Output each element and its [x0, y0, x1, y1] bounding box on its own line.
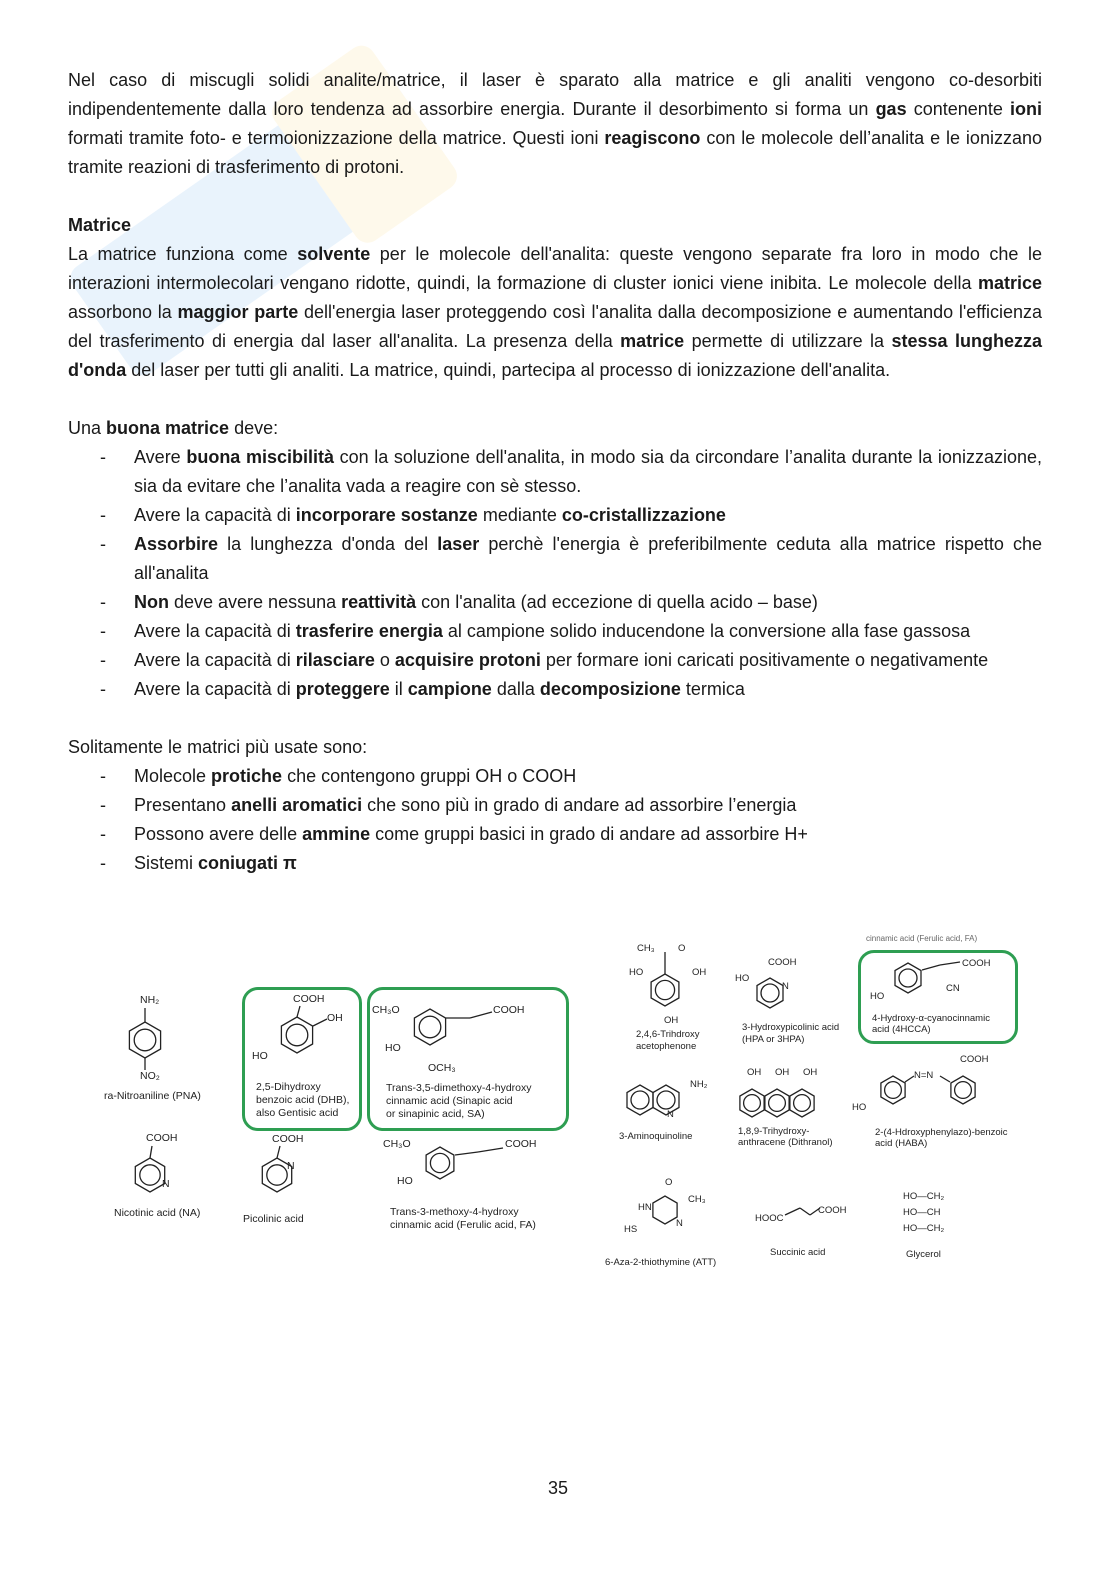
bold-text: buona miscibilità — [186, 447, 334, 467]
hpa-label-1: 3-Hydroxypicolinic acid — [742, 1022, 840, 1033]
text-run: mediante — [477, 505, 562, 525]
dith-label-2: anthracene (Dithranol) — [738, 1137, 833, 1148]
text-run: Una — [68, 418, 107, 438]
haba-cooh: COOH — [960, 1054, 989, 1065]
bold-text: Assorbire — [134, 534, 219, 554]
haba-label-2: acid (HABA) — [875, 1138, 928, 1149]
dhb-label-3: also Gentisic acid — [256, 1107, 339, 1119]
thap-ho: HO — [629, 967, 644, 978]
bond — [455, 1152, 478, 1155]
aq-n: N — [667, 1109, 674, 1120]
bold-text: decomposizione — [539, 679, 681, 699]
bold-text: solvente — [297, 244, 371, 264]
fa-label-2: cinnamic acid (Ferulic acid, FA) — [390, 1219, 536, 1231]
na-cooh: COOH — [146, 1132, 178, 1144]
text-run: contenente — [906, 99, 1010, 119]
text-run: Nel caso di miscugli solidi analite/matrice, il laser è sparato alla matrice e gli analiti vengono co-desorbiti indipendentemente dalla loro tendenza ad assorbire energia. Durante il desorbimento si forma un — [68, 70, 1042, 119]
bold-text: reagiscono — [604, 128, 701, 148]
text-run: deve avere nessuna — [169, 592, 342, 612]
fa-cooh: COOH — [505, 1138, 537, 1150]
succ-hooc: HOOC — [755, 1213, 784, 1224]
bold-text: laser — [437, 534, 480, 554]
text-run: dell'energia laser proteggendo così l'analita dalla decomposizione e aumentando l'efficienza del trasferimento di energia dal laser all'analita. La presenza della — [68, 302, 1042, 351]
thap-o: O — [678, 943, 686, 954]
bold-text: Matrice — [68, 215, 132, 235]
haba-nn: N=N — [914, 1070, 934, 1081]
pic-label: Picolinic acid — [243, 1213, 304, 1225]
pic-cooh: COOH — [272, 1133, 304, 1145]
bold-text: matrice — [620, 331, 685, 351]
bold-text: acquisire protoni — [394, 650, 541, 670]
pic-ring-aromatic — [267, 1165, 287, 1185]
fa-label-1: Trans-3-methoxy-4-hydroxy — [390, 1206, 519, 1218]
haba-ring-2-aromatic — [955, 1082, 972, 1099]
att-hs: HS — [624, 1224, 638, 1235]
dhb-label-2: benzoic acid (DHB), — [256, 1094, 350, 1106]
text-run: Sistemi — [134, 853, 199, 873]
bold-text: campione — [407, 679, 492, 699]
text-run: Molecole — [134, 766, 212, 786]
thap-ring-aromatic — [655, 980, 674, 999]
bond — [800, 1208, 810, 1215]
text-run: per formare ioni caricati positivamente o negativamente — [540, 650, 989, 670]
bond — [905, 1076, 914, 1082]
text-run: il — [389, 679, 408, 699]
hcca-cn: CN — [946, 983, 960, 994]
thap-label-1: 2,4,6-Trihdroxy — [636, 1029, 700, 1040]
aq-nh2: NH₂ — [690, 1079, 708, 1090]
text-run: Possono avere delle — [134, 824, 303, 844]
bond — [785, 1208, 800, 1215]
text-run: con le molecole dell’analita e le ionizzano tramite reazioni di trasferimento di protoni. — [68, 128, 1042, 177]
dith-oh-2: OH — [775, 1067, 790, 1078]
bold-text: proteggere — [295, 679, 390, 699]
dhb-cooh: COOH — [293, 993, 325, 1005]
text-run: Avere — [134, 447, 187, 467]
bold-text: gas — [875, 99, 907, 119]
fa-ch3o: CH₃O — [383, 1138, 411, 1150]
text-run: che contengono gruppi OH o COOH — [282, 766, 577, 786]
aq-ring-1-aromatic — [631, 1091, 649, 1109]
bond — [478, 1148, 503, 1152]
page-number: 35 — [547, 1478, 569, 1498]
bold-text: anelli aromatici — [231, 795, 363, 815]
text-run: Avere la capacità di — [134, 679, 296, 699]
thap-ch3: CH₃ — [637, 943, 655, 954]
bond — [940, 1076, 950, 1082]
bold-text: coniugati π — [198, 853, 297, 873]
bond — [277, 1146, 280, 1158]
dhb-label-1: 2,5-Dihydroxy — [256, 1081, 321, 1093]
text-run: deve: — [229, 418, 279, 438]
text-run: per le molecole dell'analita: queste vengono separate fra loro in modo che le interazioni intermolecolari vengano ridotte, quindi, la formazione di cluster ionici viene inibita. Le molecole della — [68, 244, 1042, 293]
text-run: La matrice funziona come — [68, 244, 298, 264]
hcca-label-1: 4-Hydroxy-α-cyanocinnamic — [872, 1013, 990, 1024]
bold-text: ioni — [1010, 99, 1042, 119]
sa-och3: OCH₃ — [428, 1062, 456, 1074]
pic-n: N — [287, 1160, 295, 1172]
sa-label-1: Trans-3,5-dimethoxy-4-hydroxy — [386, 1082, 532, 1094]
text-run: con l'analita (ad eccezione di quella acido – base) — [416, 592, 818, 612]
text-run: permette di utilizzare la — [684, 331, 892, 351]
att-ch3: CH₃ — [688, 1194, 706, 1205]
dith-oh-3: OH — [803, 1067, 818, 1078]
bold-text: co-cristallizzazione — [561, 505, 726, 525]
bold-text: Non — [134, 592, 169, 612]
gly-line-2: HO—CH — [903, 1207, 941, 1218]
succ-cooh: COOH — [818, 1205, 847, 1216]
aq-ring-2-aromatic — [657, 1091, 675, 1109]
text-run: al campione solido inducendone la conversione alla fase gassosa — [442, 621, 971, 641]
dith-ring-3-aromatic — [794, 1095, 811, 1112]
text-run: Presentano — [134, 795, 232, 815]
haba-label-1: 2-(4-Hdroxyphenylazo)-benzoic — [875, 1127, 1008, 1138]
pna-ring-aromatic — [134, 1029, 156, 1051]
bold-text: matrice — [977, 273, 1042, 293]
text-run: del laser per tutti gli analiti. La matrice, quindi, partecipa al processo di ionizzazione dell'analita. — [126, 360, 891, 380]
att-n: N — [676, 1218, 683, 1229]
bold-text: buona matrice — [106, 418, 230, 438]
text-run: Solitamente le matrici più usate sono: — [68, 737, 368, 757]
cut-caption: cinnamic acid (Ferulic acid, FA) — [866, 934, 978, 943]
text-run: assorbono la — [68, 302, 178, 322]
sa-label-2: cinnamic acid (Sinapic acid — [386, 1095, 513, 1107]
hpa-ho: HO — [735, 973, 750, 984]
text-run: come gruppi basici in grado di andare ad assorbire H+ — [370, 824, 808, 844]
hpa-n: N — [782, 981, 789, 992]
att-label: 6-Aza-2-thiothymine (ATT) — [605, 1257, 717, 1268]
gly-line-3: HO—CH₂ — [903, 1223, 945, 1234]
na-ring-aromatic — [140, 1165, 160, 1185]
sa-ch3o: CH₃O — [372, 1004, 400, 1016]
sa-ho: HO — [385, 1042, 401, 1054]
dhb-ho: HO — [252, 1050, 268, 1062]
bold-text: stessa lunghezza d'onda — [68, 331, 1042, 380]
dith-ring-1-aromatic — [744, 1095, 761, 1112]
na-label: Nicotinic acid (NA) — [114, 1207, 201, 1219]
sa-label-3: or sinapinic acid, SA) — [386, 1108, 485, 1120]
text-run: termica — [680, 679, 745, 699]
text-run: la lunghezza d'onda del — [218, 534, 438, 554]
gly-label: Glycerol — [906, 1249, 941, 1260]
bold-text: protiche — [211, 766, 283, 786]
gly-line-1: HO—CH₂ — [903, 1191, 945, 1202]
sa-cooh: COOH — [493, 1004, 525, 1016]
bold-text: maggior parte — [177, 302, 299, 322]
pna-no2: NO₂ — [140, 1070, 160, 1082]
dith-ring-2-aromatic — [769, 1095, 786, 1112]
text-run: che sono più in grado di andare ad assorbire l’energia — [362, 795, 797, 815]
haba-ho: HO — [852, 1102, 867, 1113]
na-n: N — [162, 1178, 170, 1190]
dhb-oh: OH — [327, 1012, 343, 1024]
pna-label: ra-Nitroaniline (PNA) — [104, 1090, 201, 1102]
att-hn: HN — [638, 1202, 652, 1213]
pna-nh2: NH₂ — [140, 994, 160, 1006]
hpa-cooh: COOH — [768, 957, 797, 968]
text-run: con la soluzione dell'analita, in modo sia da circondare l’analita durante la ionizzazione, sia da evitare che l’analita vada a reagire con sè stesso. — [134, 447, 1042, 496]
text-run: Avere la capacità di — [134, 505, 296, 525]
text-run: perchè l'energia è preferibilmente ceduta alla matrice rispetto che all'analita — [134, 534, 1043, 583]
fa-ho: HO — [397, 1175, 413, 1187]
thap-oh: OH — [692, 967, 707, 978]
haba-ring-1-aromatic — [885, 1082, 902, 1099]
bold-text: rilasciare — [295, 650, 375, 670]
text-run: Avere la capacità di — [134, 650, 296, 670]
fa-ring-aromatic — [430, 1153, 449, 1172]
dith-oh-1: OH — [747, 1067, 762, 1078]
text-run: dalla — [491, 679, 540, 699]
bold-text: ammine — [302, 824, 371, 844]
text-run: Avere la capacità di — [134, 621, 296, 641]
hcca-label-2: acid (4HCCA) — [872, 1024, 931, 1035]
thap-label-2: acetophenone — [636, 1041, 697, 1052]
hcca-ho: HO — [870, 991, 885, 1002]
bond — [150, 1146, 152, 1158]
bold-text: incorporare sostanze — [295, 505, 478, 525]
hpa-ring-aromatic — [761, 984, 779, 1002]
bold-text: reattività — [341, 592, 417, 612]
att-ring — [653, 1196, 677, 1224]
text-run: o — [374, 650, 395, 670]
aq-label: 3-Aminoquinoline — [619, 1131, 693, 1142]
dith-label-1: 1,8,9-Trihydroxy- — [738, 1126, 810, 1137]
succ-label: Succinic acid — [770, 1247, 826, 1258]
text-run: formati tramite foto- e termoionizzazione della matrice. Questi ioni — [68, 128, 605, 148]
hpa-label-2: (HPA or 3HPA) — [742, 1034, 805, 1045]
hcca-cooh: COOH — [962, 958, 991, 969]
att-o: O — [665, 1177, 673, 1188]
thap-oh-bottom: OH — [664, 1015, 679, 1026]
bold-text: trasferire energia — [295, 621, 443, 641]
